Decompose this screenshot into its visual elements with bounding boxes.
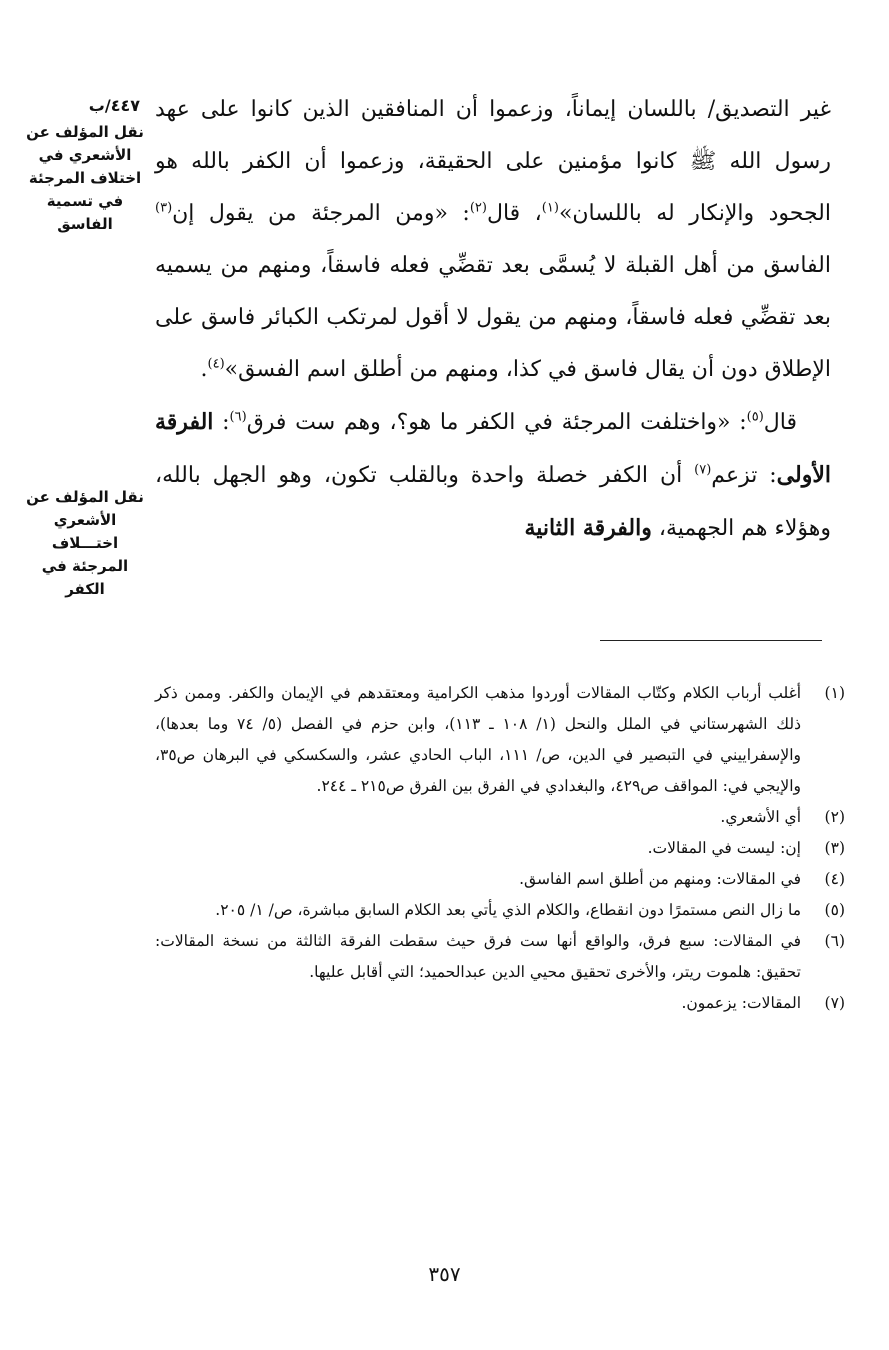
paragraph-2: قال$^{(٥)}$: «واختلفت المرجئة في الكفر ما هو؟، وهم ست فرق$^{(٦)}$: الفرقة الأولى: تزعم$^{(٧)}$ أن الكفر خصلة واحدة وبالقلب تكون، وهو الجهل بالله، وهؤلاء هم الجهمية، والفرقة الثانية xyxy=(155,409,831,541)
footnote-number: (٣) xyxy=(824,839,845,857)
footnote-ref[interactable]: (٢) xyxy=(469,200,487,216)
footnote-text: ما زال النص مستمرًا دون انقطاع، والكلام الذي يأتي بعد الكلام السابق مباشرة، ص/ ١/ ٢٠٥. xyxy=(215,901,801,919)
sect-heading: الفرقة الأولى xyxy=(155,409,831,488)
footnote-number: (٤) xyxy=(824,870,845,888)
folio-marker: ٤٤٧/ب xyxy=(88,96,140,115)
footnote-number: (٦) xyxy=(824,932,845,950)
footnote-ref[interactable]: (٦) xyxy=(229,409,247,425)
margin-note-text: نقل المؤلف عن الأشعري في اختلاف المرجئة في تسمية الفاسق xyxy=(26,123,144,233)
main-text xyxy=(155,84,831,555)
footnote-text: إن: ليست في المقالات. xyxy=(647,839,801,857)
footnote-number: (١) xyxy=(824,684,845,702)
footnote-item xyxy=(155,833,845,864)
footnote-ref[interactable]: (٤) xyxy=(207,356,225,372)
footnote-text: أي الأشعري. xyxy=(720,808,801,826)
footnote-text: في المقالات: سبع فرق، والواقع أنها ست فرق حيث سقطت الفرقة الثالثة من نسخة المقالات: تحقيق: هلموت ريتر، والأخرى تحقيق محيي الدين عبدالحميد؛ التي أقابل عليها. xyxy=(155,932,801,981)
paragraph-1: غير التصديق/ باللسان إيماناً، وزعموا أن المنافقين الذين كانوا على عهد رسول الله ﷺ كانوا مؤمنين على الحقيقة، وزعموا أن الكفر بالله هو الجحود والإنكار له باللسان»$^{(١)}$، قال$^{(٢)}$: «ومن المرجئة من يقول إن$^{(٣)}$ الفاسق من أهل القبلة لا يُسمَّى بعد تقضِّي فعله فاسقاً، ومنهم من يسميه بعد تقضِّي فعله فاسقاً، ومنهم من يقول لا أقول لمرتكب الكبائر فاسق على الإطلاق دون أن يقال فاسق في كذا، ومنهم من أطلق اسم الفسق»$^{(٤)}$. xyxy=(155,97,831,382)
footnote-text: المقالات: يزعمون. xyxy=(681,994,801,1012)
sect-heading: والفرقة الثانية xyxy=(524,515,652,541)
footnote-number: (٢) xyxy=(824,808,845,826)
footnote-ref[interactable]: (١) xyxy=(541,200,559,216)
footnote-ref[interactable]: (٣) xyxy=(155,200,173,216)
footnote-item xyxy=(155,988,845,1019)
footnote-item xyxy=(155,926,845,988)
footnote-item xyxy=(155,864,845,895)
footnote-text: أغلب أرباب الكلام وكتّاب المقالات أوردوا مذهب الكرامية ومعتقدهم في الإيمان والكفر. وممن ذكر ذلك الشهرستاني في الملل والنحل (١/ ١٠٨ ـ ١١٣)، وابن حزم في الفصل (٥/ ٧٤ وما بعدها)، والإسفراييني في التبصير في الدين، ص/ ١١١، الباب الحادي عشر، والسكسكي في البرهان ص٣٥، والإيجي في: المواقف ص٤٢٩، والبغدادي في الفرق بين الفرق ص٢١٥ ـ ٢٤٤. xyxy=(155,684,802,795)
page-number: ٣٥٧ xyxy=(428,1262,461,1286)
footnote-item xyxy=(155,895,845,926)
footnote-item xyxy=(155,678,845,802)
footnote-number: (٥) xyxy=(824,901,845,919)
footnotes xyxy=(155,678,845,1019)
footnote-separator xyxy=(600,640,822,641)
margin-note-naming-fasiq xyxy=(26,94,144,236)
footnote-ref[interactable]: (٥) xyxy=(746,409,764,425)
margin-note-text: نقل المؤلف عن الأشعري اختـــلاف المرجئة في الكفر xyxy=(26,488,144,598)
footnote-number: (٧) xyxy=(824,994,845,1012)
margin-note-kufr xyxy=(26,486,144,601)
footnote-ref[interactable]: (٧) xyxy=(694,462,712,478)
footnote-text: في المقالات: ومنهم من أطلق اسم الفاسق. xyxy=(519,870,801,888)
footnote-item xyxy=(155,802,845,833)
